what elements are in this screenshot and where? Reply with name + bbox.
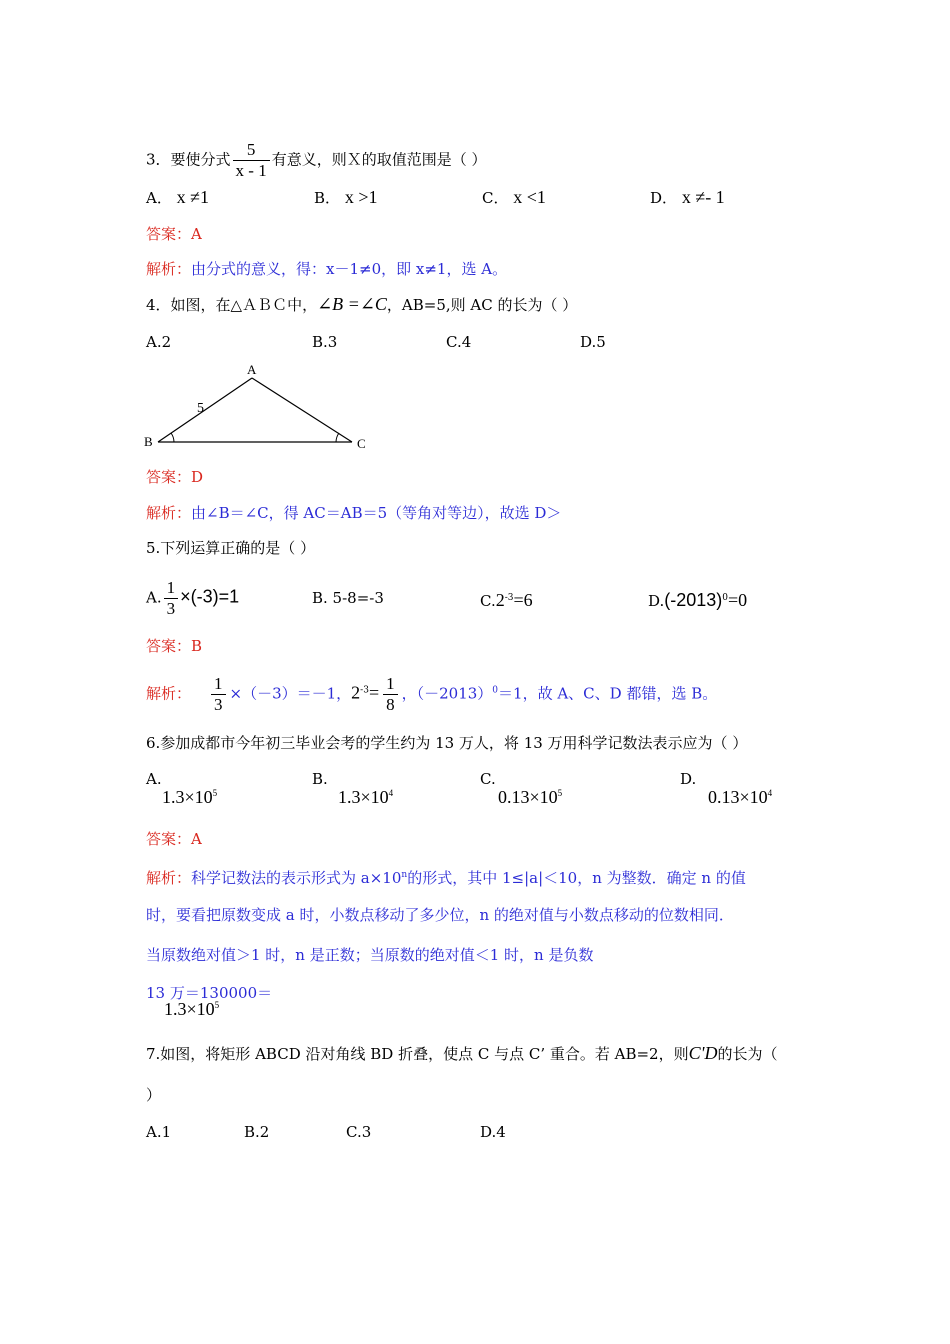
q4-analysis: 解析：由∠B＝∠C，得 AC＝AB＝5（等角对等边），故选 D＞ bbox=[146, 504, 562, 522]
q4-question: 4．如图，在△ＡＢＣ中，∠B =∠C，AB=5,则 AC 的长为（ ） bbox=[146, 294, 578, 314]
q7-option-b: B.2 bbox=[244, 1123, 270, 1141]
q5-option-c: $C.2^{-3}=6$ bbox=[480, 590, 533, 610]
vertex-a-label: A bbox=[247, 362, 257, 377]
vertex-c-label: C bbox=[357, 436, 366, 451]
q4-option-c: C.4 bbox=[446, 333, 472, 351]
q5-option-a: A. $\frac{1}{3}$ ×(-3)=1 bbox=[146, 578, 240, 618]
q6-option-a: A. bbox=[146, 770, 162, 788]
q4-option-b: B.3 bbox=[312, 333, 338, 351]
q3-option-a: A． x ≠1 bbox=[146, 187, 210, 207]
side-ab-label: 5 bbox=[197, 401, 204, 416]
q3-option-b: B． x >1 bbox=[314, 187, 378, 207]
q5-option-d: $D.(-2013)^0=0$ bbox=[648, 590, 748, 610]
q6-question: 6.参加成都市今年初三毕业会考的学生约为 13 万人，将 13 万用科学记数法表示应为（ ） bbox=[146, 734, 748, 752]
q7-option-a: A.1 bbox=[146, 1123, 172, 1141]
q3-option-c: C． x <1 bbox=[482, 187, 546, 207]
q3-answer: 答案：A bbox=[146, 225, 202, 243]
q6-option-d-value: $0.13\times 10^4$ bbox=[708, 787, 773, 807]
q6-option-c-value: $0.13\times 10^5$ bbox=[498, 787, 563, 807]
q3-question: 3．要使分式 $\frac{5}{x - 1}$ 有意义，则Ｘ的取值范围是（ ） bbox=[146, 140, 487, 180]
q6-option-a-value: $1.3\times 10^5$ bbox=[162, 787, 218, 807]
q5-option-b: B. 5-8=-3 bbox=[312, 589, 384, 607]
q7-option-c: C.3 bbox=[346, 1123, 372, 1141]
q6-analysis-value: $1.3\times 10^5$ bbox=[164, 999, 220, 1019]
q5-question: 5.下列运算正确的是（ ） bbox=[146, 539, 316, 557]
q6-answer: 答案：A bbox=[146, 830, 202, 848]
q5-answer: 答案：B bbox=[146, 637, 203, 655]
q6-analysis-line4: 13 万＝130000＝ bbox=[146, 984, 273, 1002]
vertex-b-label: B bbox=[144, 434, 153, 449]
q3-fraction: $\frac{5}{x - 1}$ bbox=[233, 140, 270, 181]
q4-option-a: A.2 bbox=[146, 333, 172, 351]
q4-answer: 答案：D bbox=[146, 468, 204, 486]
q7-question: 7.如图，将矩形 ABCD 沿对角线 BD 折叠，使点 C 与点 C’ 重合。若 AB=2，则C'D的长为（ bbox=[146, 1043, 778, 1063]
q6-option-d: D. bbox=[680, 770, 697, 788]
q6-option-b: B. bbox=[312, 770, 328, 788]
q6-analysis-line2: 时，要看把原数变成 a 时，小数点移动了多少位，n 的绝对值与小数点移动的位数相同． bbox=[146, 906, 734, 924]
q3-option-d: D． x ≠- 1 bbox=[650, 187, 725, 207]
q6-analysis-line1: 解析：科学记数法的表示形式为 $a\times 10^n$的形式，其中 1≤|a|＜10，n 为整数．确定 n 的值 bbox=[146, 869, 746, 887]
q6-option-c: C. bbox=[480, 770, 496, 788]
triangle-figure bbox=[140, 360, 380, 460]
q6-option-b-value: $1.3\times 10^4$ bbox=[338, 787, 394, 807]
q3-analysis: 解析：由分式的意义，得：x－1≠0，即 x≠1，选 A。 bbox=[146, 260, 508, 278]
q5-analysis: 解析： $\frac{1}{3}$ ×（－3）＝－1，$2^{-3}=$ $\frac{1}{8}$ ，$(-2013)^0=1$，故 A、C、D 都错，选 B。 bbox=[146, 674, 718, 714]
q7-option-d: D.4 bbox=[480, 1123, 506, 1141]
q6-analysis-line3: 当原数绝对值＞1 时，n 是正数；当原数的绝对值＜1 时，n 是负数 bbox=[146, 946, 594, 964]
q7-question-line2: ） bbox=[146, 1086, 162, 1104]
q4-option-d: D.5 bbox=[580, 333, 606, 351]
